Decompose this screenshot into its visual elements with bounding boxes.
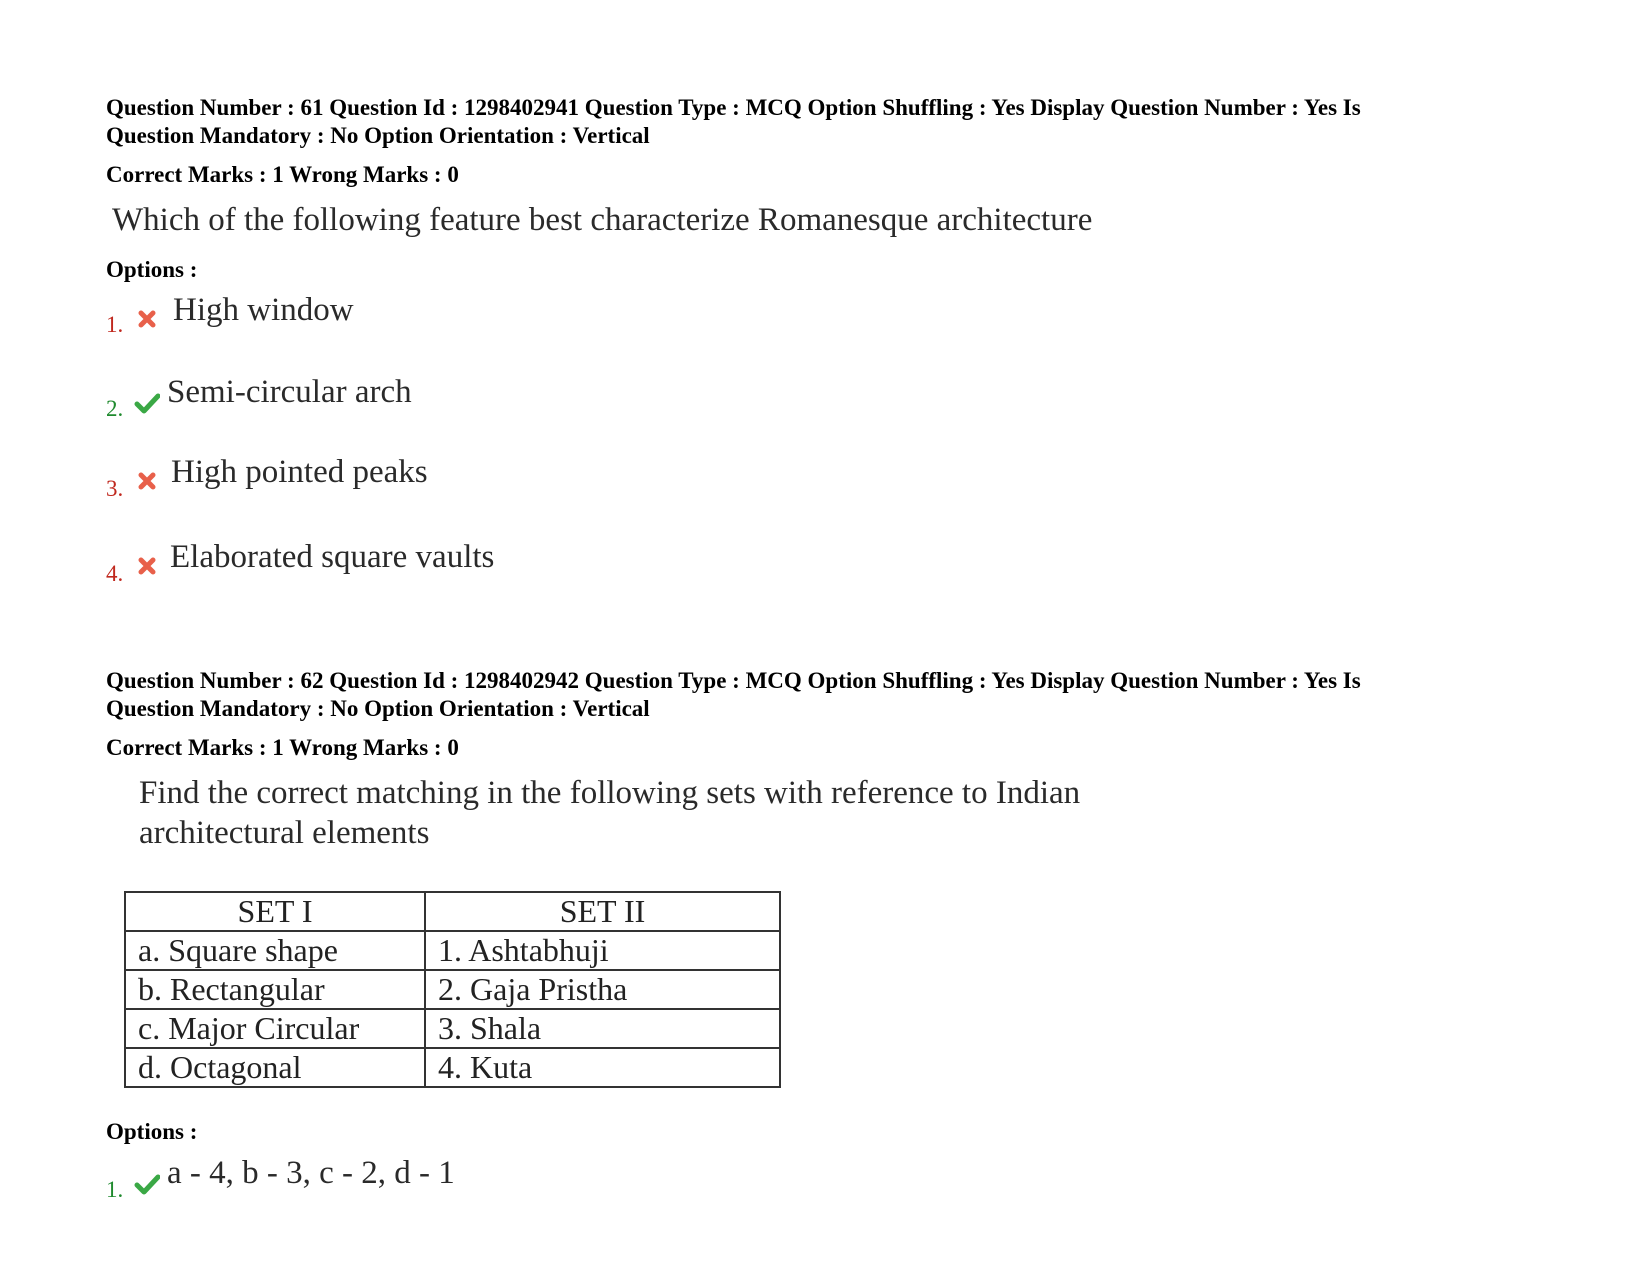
cross-icon [134,468,160,494]
table-cell: c. Major Circular [125,1009,425,1048]
q62-meta [106,667,1506,723]
q61-meta [106,94,1506,150]
matching-table [124,891,781,1088]
q62-question-line1: Find the correct matching in the following sets with reference to Indian [139,775,1081,811]
check-icon [134,1171,160,1197]
cross-icon [134,553,160,579]
q61-question-text: Which of the following feature best characterize Romanesque architecture [112,202,1093,238]
table-cell: b. Rectangular [125,970,425,1009]
option-text: Semi-circular arch [167,374,412,410]
table-row [125,1009,780,1048]
option-number: 4. [106,561,124,586]
option-text: High pointed peaks [171,454,428,490]
q62-meta-line1: Question Number : 62 Question Id : 1298402942 Question Type : MCQ Option Shuffling : Yes Display Question Number : Yes Is [106,668,1361,693]
q62-question-text [139,773,1080,853]
table-header-set1: SET I [125,892,425,931]
option-text: High window [173,292,354,328]
table-row [125,970,780,1009]
table-cell: a. Square shape [125,931,425,970]
option-number: 2. [106,396,124,421]
table-row [125,931,780,970]
table-cell: 2. Gaja Pristha [425,970,780,1009]
q61-options-label: Options : [106,257,198,282]
q62-options-label: Options : [106,1119,198,1144]
table-cell: 4. Kuta [425,1048,780,1087]
table-cell: 3. Shala [425,1009,780,1048]
q62-question-line2: architectural elements [139,815,430,851]
q61-meta-line2: Question Mandatory : No Option Orientation : Vertical [106,123,650,148]
table-cell: 1. Ashtabhuji [425,931,780,970]
table-header-set2: SET II [425,892,780,931]
option-number: 1. [106,312,124,337]
option-number: 3. [106,476,124,501]
q61-meta-line1: Question Number : 61 Question Id : 1298402941 Question Type : MCQ Option Shuffling : Yes Display Question Number : Yes Is [106,95,1361,120]
option-text: a - 4, b - 3, c - 2, d - 1 [167,1155,455,1191]
option-number: 1. [106,1177,124,1202]
table-header-row [125,892,780,931]
table-cell: d. Octagonal [125,1048,425,1087]
q61-marks: Correct Marks : 1 Wrong Marks : 0 [106,162,459,187]
q62-marks: Correct Marks : 1 Wrong Marks : 0 [106,735,459,760]
check-icon [134,390,160,416]
cross-icon [134,306,160,332]
q62-meta-line2: Question Mandatory : No Option Orientation : Vertical [106,696,650,721]
option-text: Elaborated square vaults [170,539,495,575]
table-row [125,1048,780,1087]
